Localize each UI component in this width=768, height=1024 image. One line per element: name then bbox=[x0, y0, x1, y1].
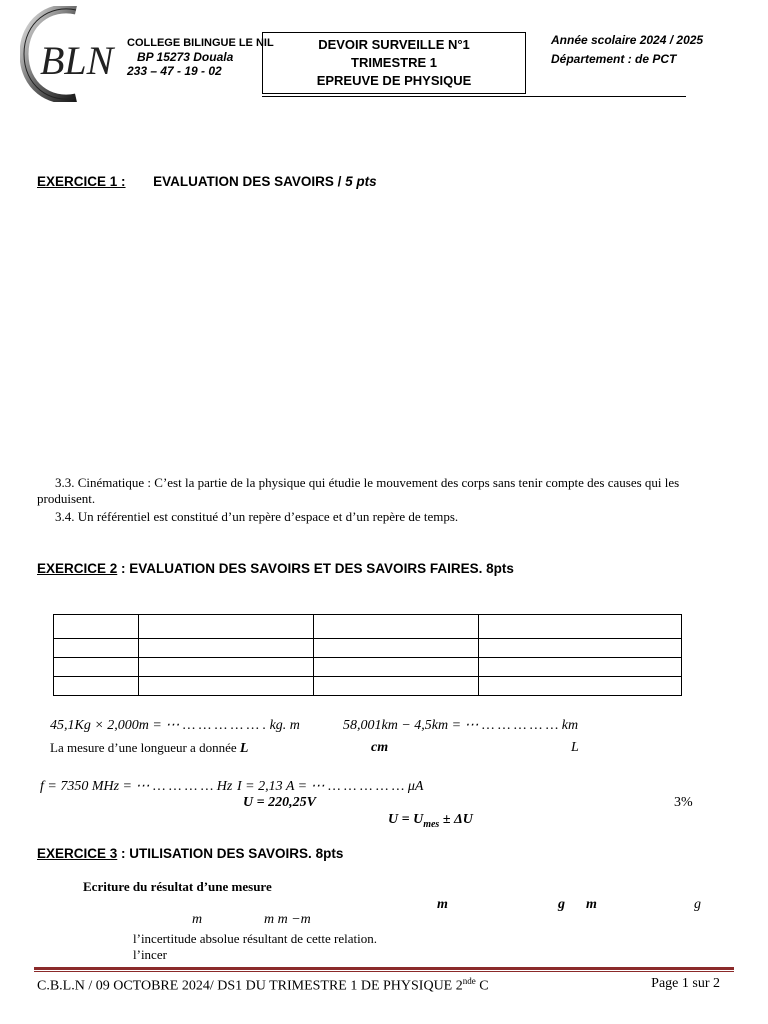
table-row bbox=[54, 658, 682, 677]
department: Département : de PCT bbox=[551, 52, 677, 66]
exam-title-line3: EPREUVE DE PHYSIQUE bbox=[316, 73, 472, 88]
exercise1-p33: 3.3. Cinématique : C’est la partie de la physique qui étudie le mouvement des corps sans tenir compte des causes qui les produisent. bbox=[37, 475, 680, 506]
table-cell bbox=[314, 615, 479, 639]
table-cell bbox=[314, 677, 479, 696]
equation-uncertainty-tail: ± ΔU bbox=[439, 812, 473, 827]
measure-symbol-L2: L bbox=[571, 740, 579, 755]
svg-text:BLN: BLN bbox=[40, 38, 114, 83]
symbol-g2: g bbox=[694, 897, 701, 912]
table-row bbox=[54, 639, 682, 658]
exercise1-title: EVALUATION DES SAVOIRS / bbox=[153, 174, 342, 189]
table-cell bbox=[479, 639, 682, 658]
school-phone: 233 – 47 - 19 - 02 bbox=[127, 64, 222, 78]
table-row bbox=[54, 615, 682, 639]
table-cell bbox=[54, 639, 139, 658]
symbol-g1: g bbox=[558, 897, 565, 912]
exam-title-line2: TRIMESTRE 1 bbox=[351, 55, 437, 70]
equation-uncertainty-main: U = U bbox=[388, 812, 424, 827]
footer-text: C.B.L.N / 09 OCTOBRE 2024/ DS1 DU TRIMESTRE 1 DE PHYSIQUE 2 bbox=[37, 978, 463, 994]
footer-rule bbox=[34, 967, 734, 970]
exercise1-points: 5 pts bbox=[345, 174, 377, 189]
table-cell bbox=[54, 677, 139, 696]
equation-uncertainty bbox=[388, 812, 473, 830]
footer-sup: nde bbox=[462, 976, 476, 986]
measure-symbol-L: L bbox=[239, 741, 249, 756]
school-name: COLLEGE BILINGUE LE NIL bbox=[127, 37, 274, 49]
exercise3-label: EXERCICE 3 bbox=[37, 846, 118, 861]
exam-title-box bbox=[262, 32, 526, 94]
header-rule bbox=[262, 96, 686, 97]
table-cell bbox=[314, 658, 479, 677]
table-cell bbox=[139, 639, 314, 658]
exercise1-label: EXERCICE 1 : bbox=[37, 174, 126, 189]
exercise1-p34: 3.4. Un référentiel est constitué d’un repère d’espace et d’un repère de temps. bbox=[55, 509, 459, 524]
exam-title-line1: DEVOIR SURVEILLE N°1 bbox=[318, 37, 470, 52]
footer-rule-thin bbox=[34, 971, 734, 972]
table-row bbox=[54, 677, 682, 696]
footer-tail: C bbox=[475, 978, 489, 994]
exercise1-heading bbox=[37, 174, 377, 189]
exercise3-title: : UTILISATION DES SAVOIRS. bbox=[117, 846, 312, 861]
table-cell bbox=[139, 615, 314, 639]
equation-uncertainty-sub: mes bbox=[423, 818, 440, 830]
exercise2-heading bbox=[37, 561, 514, 576]
table-cell bbox=[139, 658, 314, 677]
school-year: Année scolaire 2024 / 2025 bbox=[551, 33, 704, 47]
footer-left bbox=[37, 976, 489, 995]
school-info bbox=[127, 36, 274, 78]
exercise3-subtitle: Ecriture du résultat d’une mesure bbox=[83, 879, 272, 894]
measure-text: La mesure d’une longueur a donnée bbox=[50, 740, 237, 755]
table-cell bbox=[479, 677, 682, 696]
exercise3-line-incer: l’incer bbox=[133, 947, 167, 962]
table-cell bbox=[54, 615, 139, 639]
exercise3-line-abs: l’incertitude absolue résultant de cette relation. bbox=[133, 931, 378, 946]
school-bp: BP 15273 Douala bbox=[137, 50, 234, 64]
table-cell bbox=[479, 658, 682, 677]
percentage: 3% bbox=[674, 795, 693, 810]
exercise3-points: 8pts bbox=[315, 846, 344, 861]
equation-frequency: f = 7350 MHz = ⋯ … … … … Hz bbox=[40, 779, 233, 794]
answer-table bbox=[53, 614, 682, 696]
school-logo bbox=[20, 6, 120, 102]
equation-current: I = 2,13 A = ⋯ … … … … … μA bbox=[237, 779, 424, 794]
table-cell bbox=[314, 639, 479, 658]
measure-sentence bbox=[50, 740, 248, 757]
table-cell bbox=[139, 677, 314, 696]
exercise2-points: 8pts bbox=[486, 561, 514, 576]
equation-voltage: U = 220,25V bbox=[243, 795, 316, 810]
symbol-m1: m bbox=[437, 897, 448, 912]
equation-mass-length: 45,1Kg × 2,000m = ⋯ … … … … … . kg. m bbox=[50, 718, 300, 733]
symbol-m3: m bbox=[192, 912, 203, 927]
equation-km-difference: 58,001km − 4,5km = ⋯ … … … … … km bbox=[343, 718, 579, 733]
measure-unit-cm: cm bbox=[371, 740, 389, 755]
expression-m-diff: m m −m bbox=[264, 912, 311, 927]
year-info bbox=[551, 31, 703, 69]
symbol-m2: m bbox=[586, 897, 597, 912]
table-cell bbox=[479, 615, 682, 639]
table-cell bbox=[54, 658, 139, 677]
page-number: Page 1 sur 2 bbox=[651, 976, 720, 991]
exercise3-heading bbox=[37, 846, 343, 861]
exercise2-title: : EVALUATION DES SAVOIRS ET DES SAVOIRS FAIRES. bbox=[117, 561, 483, 576]
exercise2-label: EXERCICE 2 bbox=[37, 561, 118, 576]
